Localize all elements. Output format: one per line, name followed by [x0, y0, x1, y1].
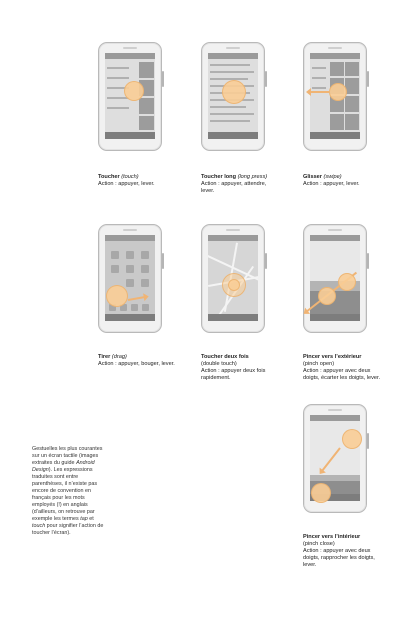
caption-drag — [98, 354, 176, 368]
gesture-title: Toucher — [98, 174, 120, 180]
touch-point — [329, 83, 347, 101]
list-item — [210, 120, 250, 122]
caption-text: Gestuelles les plus courantes sur un écran tactile (images extraites du guide — [32, 446, 103, 466]
touch-point — [222, 80, 246, 104]
list-item — [312, 77, 326, 79]
list-item — [107, 77, 129, 79]
gesture-english-term: (pinch open) — [303, 361, 335, 367]
app-icon — [126, 265, 134, 273]
gesture-action: Action : appuyer, lever. — [98, 181, 155, 187]
gesture-title: Toucher long — [201, 174, 237, 180]
touch-point — [124, 81, 144, 101]
caption-touch — [98, 174, 176, 188]
nav-bar — [310, 132, 360, 139]
gesture-english-term: (double touch) — [201, 361, 237, 367]
nav-bar — [208, 132, 258, 139]
phone-screen — [105, 235, 155, 321]
nav-bar — [105, 314, 155, 321]
caption-swipe — [303, 174, 381, 188]
touch-point — [318, 287, 336, 305]
phone-side-button — [367, 71, 369, 87]
list-item — [107, 107, 129, 109]
gesture-title: Tirer — [98, 354, 111, 360]
caption-text: et — [87, 516, 94, 522]
touch-point — [342, 429, 362, 449]
list-item — [312, 67, 326, 69]
phone-touch — [98, 42, 162, 151]
photo-thumbnail — [139, 62, 154, 78]
photo-thumbnail — [345, 78, 359, 94]
phone-speaker — [123, 47, 137, 49]
figure-caption — [32, 446, 104, 537]
gesture-action: Action : appuyer avec deux doigts, rapprocher les doigts, lever. — [303, 548, 375, 568]
gesture-action: Action : appuyer, lever. — [303, 181, 360, 187]
app-icon — [141, 251, 149, 259]
phone-side-button — [265, 71, 267, 87]
caption-long-press — [201, 174, 279, 195]
phone-pinch-close — [303, 404, 367, 513]
caption-pinch-close — [303, 534, 381, 569]
caption-term-touch: touch — [32, 523, 46, 529]
app-icon — [111, 251, 119, 259]
photo-thumbnail — [139, 98, 154, 114]
dock-icon — [131, 304, 138, 311]
phone-speaker — [328, 47, 342, 49]
gesture-title: Toucher deux fois — [201, 354, 249, 360]
phone-speaker — [226, 229, 240, 231]
gesture-title: Pincer vers l’intérieur — [303, 534, 361, 540]
gesture-title: Pincer vers l’extérieur — [303, 354, 362, 360]
nav-bar — [105, 132, 155, 139]
touch-point — [338, 273, 356, 291]
phone-side-button — [162, 253, 164, 269]
gesture-english-term: (touch) — [121, 174, 139, 180]
status-bar — [208, 235, 258, 241]
list-item — [210, 113, 254, 115]
list-item — [312, 87, 326, 89]
gesture-english-term: (swipe) — [323, 174, 342, 180]
phone-side-button — [265, 253, 267, 269]
app-icon — [111, 265, 119, 273]
app-icon — [141, 265, 149, 273]
phone-speaker — [123, 229, 137, 231]
photo-thumbnail — [345, 114, 359, 130]
gesture-english-term: (pinch close) — [303, 541, 335, 547]
app-icon — [141, 279, 149, 287]
status-bar — [310, 53, 360, 59]
phone-double-touch — [201, 224, 265, 333]
phone-speaker — [226, 47, 240, 49]
gesture-action: Action : appuyer deux fois rapidement. — [201, 368, 266, 381]
phone-speaker — [328, 409, 342, 411]
nav-bar — [208, 314, 258, 321]
photo-thumbnail — [139, 116, 154, 130]
caption-double-touch — [201, 354, 279, 382]
list-item — [210, 106, 246, 108]
list-item — [107, 67, 129, 69]
phone-side-button — [162, 71, 164, 87]
phone-long-press — [201, 42, 265, 151]
swipe-arrow — [309, 91, 329, 93]
gesture-action: Action : appuyer, bouger, lever. — [98, 361, 175, 367]
phone-side-button — [367, 253, 369, 269]
phone-swipe — [303, 42, 367, 151]
phone-pinch-open — [303, 224, 367, 333]
caption-term-tap: tap — [80, 516, 88, 522]
gesture-action: Action : appuyer, attendre, lever. — [201, 181, 267, 194]
caption-text: ). Les expressions traduites sont entre parenthèses, il n’existe pas encore de convention en français pour les mots employés (!) en anglais (d’ailleurs, on retrouve par exemple les termes — [32, 467, 98, 522]
app-icon — [126, 279, 134, 287]
phone-speaker — [328, 229, 342, 231]
touch-point — [228, 279, 240, 291]
phone-drag — [98, 224, 162, 333]
status-bar — [105, 53, 155, 59]
list-item — [210, 64, 250, 66]
caption-guide-title: Android Design — [32, 460, 95, 473]
photo-thumbnail — [330, 114, 344, 130]
gesture-english-term: (long press) — [237, 174, 268, 180]
app-icon — [126, 251, 134, 259]
touch-point — [106, 285, 128, 307]
dock-icon — [142, 304, 149, 311]
phone-side-button — [367, 433, 369, 449]
caption-text: pour signifier l’action de toucher l’écran). — [32, 523, 104, 536]
gesture-title: Glisser — [303, 174, 322, 180]
status-bar — [208, 53, 258, 59]
gesture-action: Action : appuyer avec deux doigts, écarter les doigts, lever. — [303, 368, 381, 381]
photo-thumbnail — [330, 62, 344, 76]
touch-point — [311, 483, 331, 503]
caption-pinch-open — [303, 354, 381, 382]
status-bar — [105, 235, 155, 241]
gesture-english-term: (drag) — [111, 354, 127, 360]
photo-thumbnail — [345, 62, 359, 76]
photo-thumbnail — [345, 96, 359, 112]
nav-bar — [310, 314, 360, 321]
list-item — [210, 71, 254, 73]
